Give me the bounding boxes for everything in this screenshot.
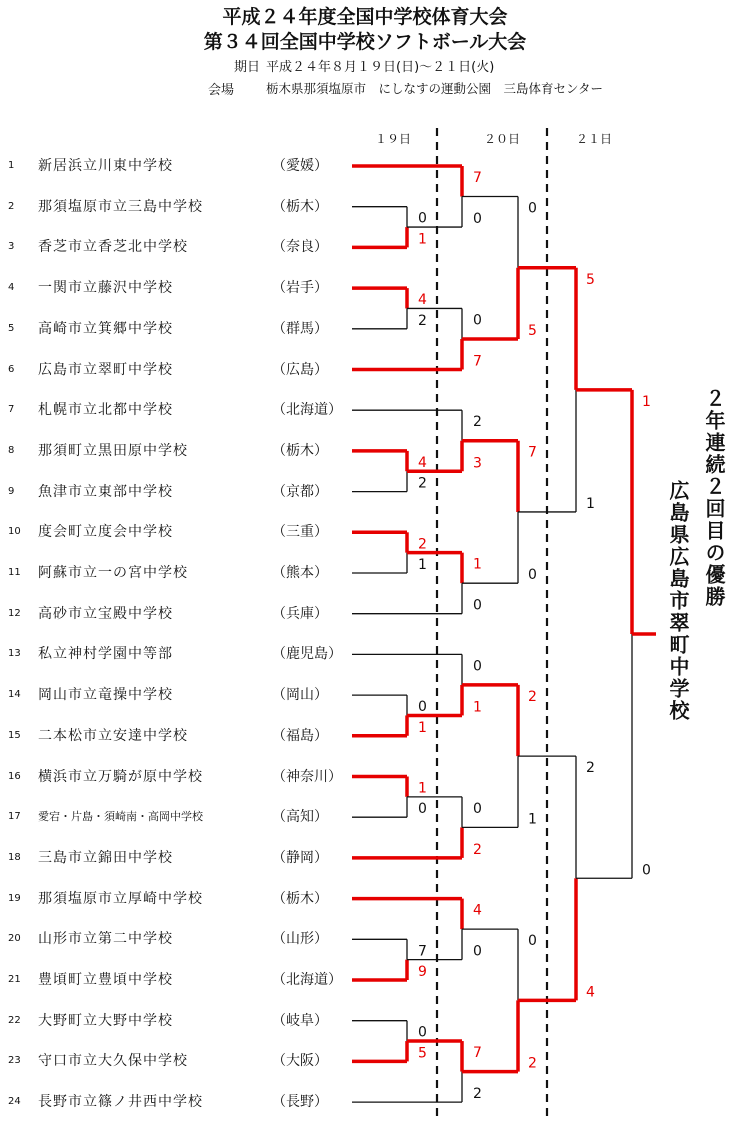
score-label: 0 — [418, 1024, 427, 1041]
score-label: 2 — [473, 414, 482, 431]
score-label: 0 — [528, 200, 537, 217]
team-prefecture: （京都） — [272, 483, 328, 500]
team-prefecture: （栃木） — [272, 890, 328, 907]
score-label: 0 — [473, 312, 482, 329]
team-number: 13 — [8, 648, 21, 660]
score-label: 1 — [418, 780, 427, 797]
team-prefecture: （福島） — [272, 727, 328, 744]
team-prefecture: （愛媛） — [272, 158, 328, 174]
score-label: 5 — [528, 322, 537, 339]
score-label: 7 — [473, 353, 482, 370]
score-label: 4 — [586, 984, 595, 1001]
score-label: 2 — [586, 760, 595, 777]
team-number: 22 — [8, 1014, 21, 1026]
score-label: 2 — [473, 1086, 482, 1103]
day-header-20: ２０日 — [484, 132, 521, 146]
team-name: 山形市立第二中学校 — [38, 931, 173, 948]
team-number: 20 — [8, 933, 21, 945]
team-name: 三島市立錦田中学校 — [38, 849, 173, 866]
team-number: 8 — [8, 444, 15, 456]
team-name: 岡山市立竜操中学校 — [38, 687, 173, 704]
score-label: 1 — [586, 495, 595, 512]
team-name: 新居浜立川東中学校 — [38, 158, 173, 174]
score-label: 0 — [473, 943, 482, 960]
score-label: 2 — [418, 312, 427, 329]
score-label: 3 — [473, 455, 482, 472]
date-label: 期日 — [234, 60, 261, 75]
date-value: 平成２４年８月１９日(日)～２１日(火) — [266, 60, 495, 75]
team-number: 1 — [8, 160, 15, 171]
score-label: 4 — [418, 454, 427, 471]
team-prefecture: （岐阜） — [272, 1012, 328, 1029]
day-header-21: ２１日 — [576, 132, 613, 146]
team-prefecture: （広島） — [272, 361, 328, 378]
team-prefecture: （熊本） — [272, 565, 328, 581]
score-label: 0 — [418, 699, 427, 716]
venue-value: 栃木県那須塩原市 にしなすの運動公園 三島体育センター — [266, 81, 604, 96]
title-line-1: 平成２４年度全国中学校体育大会 — [222, 6, 508, 28]
team-name: 高崎市立箕郷中学校 — [38, 320, 173, 337]
team-name: 守口市立大久保中学校 — [38, 1053, 188, 1070]
team-prefecture: （山形） — [272, 931, 328, 948]
team-name: 横浜市立万騎が原中学校 — [38, 768, 203, 785]
score-label: 7 — [418, 943, 427, 960]
score-label: 4 — [473, 902, 482, 919]
team-name: 香芝市立香芝北中学校 — [38, 239, 188, 256]
score-label: 1 — [642, 393, 651, 410]
team-prefecture: （静岡） — [272, 849, 328, 866]
team-number: 3 — [8, 241, 15, 253]
team-prefecture: （神奈川） — [272, 768, 342, 785]
day-header-19: １９日 — [375, 132, 412, 146]
team-prefecture: （群馬） — [272, 320, 328, 337]
team-number: 10 — [8, 526, 21, 538]
team-number: 2 — [8, 200, 15, 212]
team-prefecture: （奈良） — [272, 239, 328, 256]
team-number: 15 — [8, 729, 21, 741]
score-label: 0 — [473, 658, 482, 675]
team-name: 那須町立黒田原中学校 — [38, 442, 188, 459]
team-name: 魚津市立東部中学校 — [38, 483, 173, 500]
team-name: 大野町立大野中学校 — [38, 1012, 173, 1029]
team-name: 豊頃町立豊頃中学校 — [38, 972, 173, 988]
team-number: 24 — [8, 1096, 21, 1108]
team-prefecture: （高知） — [272, 809, 328, 826]
venue-label: 会場 — [208, 83, 235, 98]
score-label: 1 — [418, 557, 427, 573]
score-label: 0 — [528, 933, 537, 950]
score-label: 1 — [528, 811, 537, 828]
team-name: 二本松市立安達中学校 — [38, 727, 188, 744]
score-label: 1 — [418, 719, 427, 736]
team-prefecture: （北海道） — [272, 402, 342, 419]
score-label: 9 — [418, 964, 427, 980]
champion-line-1: ２年連続２回目の優勝 — [702, 388, 726, 608]
score-label: 0 — [473, 800, 482, 817]
team-name: 広島市立翠町中学校 — [38, 361, 173, 378]
team-prefecture: （長野） — [272, 1094, 328, 1111]
team-prefecture: （岩手） — [272, 280, 328, 297]
team-number: 21 — [8, 974, 21, 985]
score-label: 7 — [473, 1045, 482, 1062]
team-number: 16 — [8, 770, 21, 782]
team-name: 阿蘇市立一の宮中学校 — [38, 565, 188, 581]
team-prefecture: （栃木） — [272, 442, 328, 459]
team-name: 度会町立度会中学校 — [38, 524, 173, 541]
team-prefecture: （栃木） — [272, 198, 328, 215]
score-label: 7 — [528, 444, 537, 461]
score-label: 0 — [418, 210, 427, 227]
score-label: 5 — [586, 271, 595, 288]
team-name: 私立神村学園中等部 — [38, 646, 173, 663]
score-label: 2 — [418, 536, 427, 553]
team-name: 高砂市立宝殿中学校 — [38, 605, 173, 622]
team-number: 4 — [8, 282, 15, 294]
score-label: 0 — [473, 597, 482, 614]
team-name: 札幌市立北都中学校 — [38, 402, 173, 419]
champion-box — [656, 388, 730, 768]
team-number: 18 — [8, 851, 21, 863]
team-prefecture: （北海道） — [272, 972, 342, 988]
score-label: 2 — [528, 1055, 537, 1072]
team-name: 那須塩原市立厚崎中学校 — [38, 890, 203, 907]
score-label: 2 — [528, 688, 537, 705]
team-prefecture: （三重） — [272, 524, 328, 541]
score-label: 0 — [528, 567, 537, 584]
team-number: 9 — [8, 485, 15, 497]
team-prefecture: （兵庫） — [272, 605, 328, 622]
team-name: 長野市立篠ノ井西中学校 — [38, 1094, 203, 1111]
team-number: 19 — [8, 892, 21, 904]
score-label: 7 — [473, 170, 482, 186]
team-number: 11 — [8, 567, 21, 578]
score-label: 2 — [418, 475, 427, 492]
score-label: 0 — [418, 801, 427, 818]
score-label: 4 — [418, 292, 427, 309]
team-name: 愛宕・片島・須崎南・高岡中学校 — [38, 810, 203, 824]
score-label: 1 — [473, 699, 482, 716]
team-number: 6 — [8, 363, 15, 375]
score-label: 0 — [473, 211, 482, 228]
score-label: 5 — [418, 1045, 427, 1062]
team-prefecture: （岡山） — [272, 687, 328, 704]
title-line-2: 第３４回全国中学校ソフトボール大会 — [203, 31, 527, 53]
team-name: 一関市立藤沢中学校 — [38, 280, 173, 297]
score-label: 0 — [642, 862, 651, 879]
team-prefecture: （大阪） — [272, 1053, 328, 1070]
team-prefecture: （鹿児島） — [272, 646, 342, 663]
score-label: 2 — [473, 841, 482, 858]
team-name: 那須塩原市立三島中学校 — [38, 198, 203, 215]
team-number: 14 — [8, 689, 21, 701]
team-number: 23 — [8, 1055, 21, 1067]
team-number: 12 — [8, 607, 21, 619]
team-number: 5 — [8, 322, 15, 334]
team-number: 7 — [8, 404, 15, 416]
champion-line-2: 広島県広島市翠町中学校 — [666, 480, 690, 722]
score-label: 1 — [473, 556, 482, 573]
score-label: 1 — [418, 231, 427, 248]
team-number: 17 — [8, 811, 21, 823]
